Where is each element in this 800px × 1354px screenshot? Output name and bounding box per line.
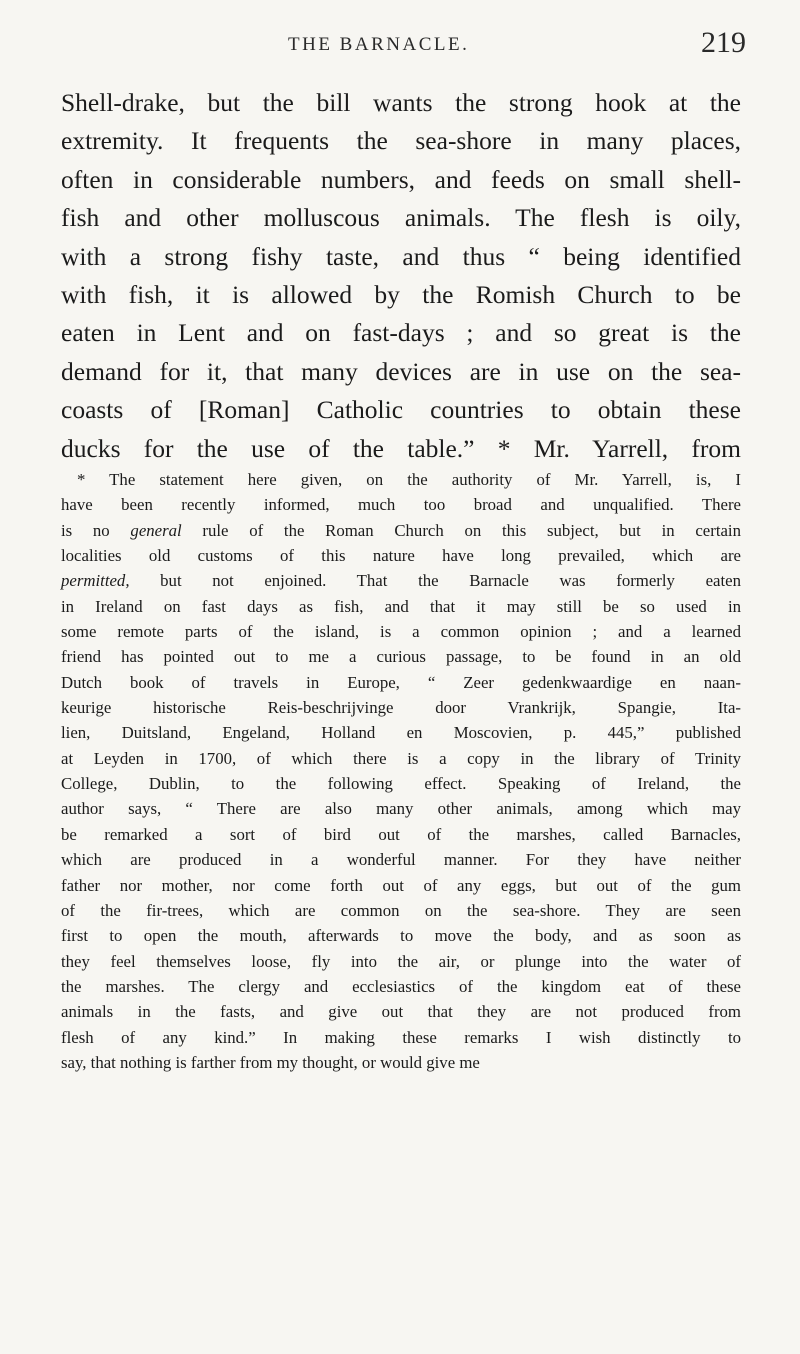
- body-line: Shell-drake, but the bill wants the strong hook at the: [61, 88, 741, 117]
- body-line: extremity. It frequents the sea-shore in many places,: [61, 126, 741, 156]
- footnote-line: * The statement here given, on the authority of Mr. Yarrell, is, I: [77, 470, 741, 489]
- body-line: often in considerable numbers, and feeds on small shell-: [61, 164, 741, 194]
- footnote-line: [61, 518, 741, 543]
- footnote-line: Dutch book of travels in Europe, “ Zeer gedenkwaardige en naan-: [61, 672, 741, 692]
- footnote-line: the marshes. The clergy and ecclesiastics of the kingdom eat of these: [61, 976, 741, 996]
- footnote-line: say, that nothing is farther from my thought, or would give me: [61, 1052, 480, 1072]
- main-text: [61, 84, 741, 468]
- footnote-line: author says, “ There are also many other animals, among which may: [61, 799, 741, 819]
- body-line: fish and other molluscous animals. The flesh is oily,: [61, 203, 741, 233]
- footnote-line: in Ireland on fast days as fish, and that it may still be so used in: [61, 596, 741, 616]
- body-line: demand for it, that many devices are in use on the sea-: [61, 356, 741, 386]
- footnote-text: is no: [61, 520, 131, 540]
- footnote-line: [61, 568, 741, 593]
- page-number: 219: [701, 26, 746, 59]
- body-line: coasts of [Roman] Catholic countries to obtain these: [61, 395, 741, 425]
- footnote-line: be remarked a sort of bird out of the marshes, called Barnacles,: [61, 824, 741, 844]
- running-title: THE BARNACLE.: [288, 34, 470, 55]
- footnote-line: of the fir-trees, which are common on the sea-shore. They are seen: [61, 900, 741, 920]
- footnote-line: which are produced in a wonderful manner. For they have neither: [61, 850, 741, 870]
- footnote-line: College, Dublin, to the following effect. Speaking of Ireland, the: [61, 774, 741, 794]
- footnote-line: localities old customs of this nature have long prevailed, which are: [61, 546, 741, 566]
- footnote-text: rule of the Roman Church on this subject, but in certain: [181, 520, 741, 540]
- footnote-italic: general: [130, 520, 182, 540]
- body-line: eaten in Lent and on fast-days ; and so great is the: [61, 318, 741, 348]
- footnote-line: friend has pointed out to me a curious passage, to be found in an old: [61, 647, 741, 667]
- footnote-line: they feel themselves loose, fly into the air, or plunge into the water of: [61, 951, 741, 971]
- footnote-line: father nor mother, nor come forth out of any eggs, but out of the gum: [61, 875, 741, 895]
- footnote-line: some remote parts of the island, is a common opinion ; and a learned: [61, 622, 741, 642]
- footnote-line: at Leyden in 1700, of which there is a copy in the library of Trinity: [61, 748, 741, 768]
- footnote-line: first to open the mouth, afterwards to move the body, and as soon as: [61, 926, 741, 946]
- running-head: [0, 26, 800, 66]
- footnote-line: flesh of any kind.” In making these remarks I wish distinctly to: [61, 1027, 741, 1047]
- body-line: with fish, it is allowed by the Romish Church to be: [61, 279, 741, 309]
- footnote-italic: permitted,: [61, 571, 130, 591]
- body-line: with a strong fishy taste, and thus “ being identified: [61, 241, 741, 271]
- footnote-line: lien, Duitsland, Engeland, Holland en Moscovien, p. 445,” published: [61, 723, 741, 743]
- footnote-line: keurige historische Reis-beschrijvinge door Vrankrijk, Spangie, Ita-: [61, 698, 741, 718]
- footnote-line: animals in the fasts, and give out that they are not produced from: [61, 1002, 741, 1022]
- footnote: [61, 467, 741, 1075]
- footnote-line: have been recently informed, much too broad and unqualified. There: [61, 495, 741, 515]
- body-line: ducks for the use of the table.” * Mr. Yarrell, from: [61, 433, 741, 463]
- footnote-text: but not enjoined. That the Barnacle was formerly eaten: [129, 571, 741, 591]
